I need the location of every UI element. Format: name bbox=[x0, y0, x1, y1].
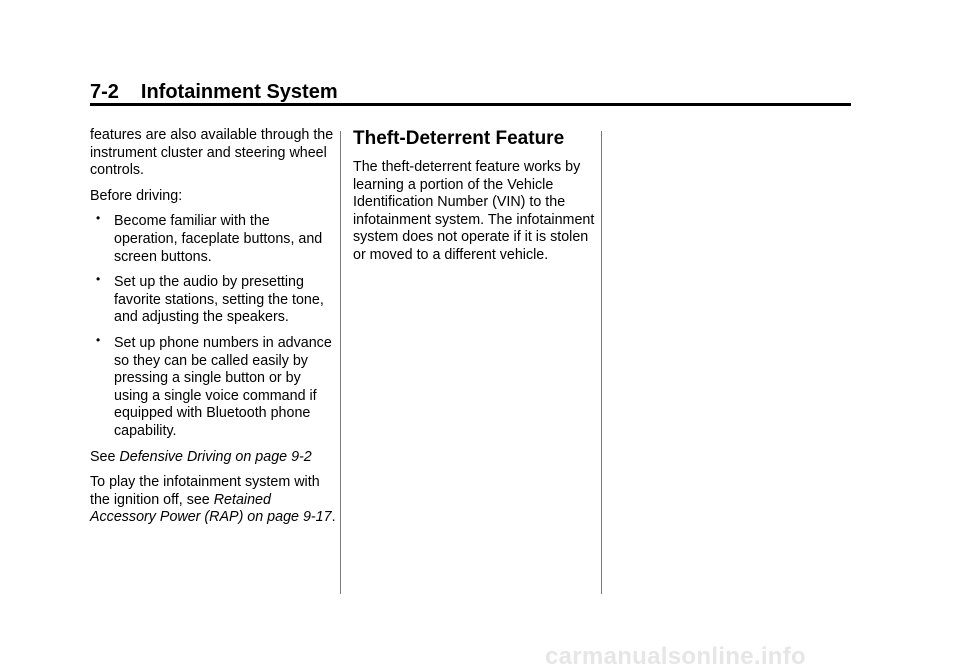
intro-paragraph: features are also available through the instrument cluster and steering wheel controls. bbox=[90, 127, 334, 179]
bullet-icon: • bbox=[96, 211, 101, 226]
left-column bbox=[90, 127, 336, 535]
column-divider bbox=[340, 131, 341, 594]
rap-text: To play the infotainment system with the ignition off, see bbox=[90, 474, 320, 508]
bullet-list bbox=[90, 213, 336, 440]
column-divider bbox=[601, 131, 602, 594]
bullet-text: Set up phone numbers in advance so they can be called easily by pressing a single button or by using a single voice command if equipped with Bluetooth phone capability. bbox=[114, 334, 332, 439]
see-prefix: See bbox=[90, 448, 120, 465]
rap-paragraph bbox=[90, 474, 336, 527]
bullet-text: Become familiar with the operation, faceplate buttons, and screen buttons. bbox=[114, 213, 323, 265]
section-title: Infotainment System bbox=[140, 81, 338, 103]
see-reference-paragraph bbox=[90, 449, 336, 467]
bullet-icon: • bbox=[96, 332, 101, 347]
list-item bbox=[90, 213, 336, 266]
right-column bbox=[353, 127, 598, 273]
page-number: 7-2 bbox=[90, 81, 119, 103]
rap-end: . bbox=[331, 509, 336, 526]
rap-link[interactable]: Retained Accessory Power (RAP) on page 9-17 bbox=[90, 491, 332, 526]
bullet-text: Set up the audio by presetting favorite stations, setting the tone, and adjusting the speakers. bbox=[114, 274, 324, 326]
theft-deterrent-heading: Theft-Deterrent Feature bbox=[353, 128, 565, 149]
header-rule bbox=[90, 103, 851, 106]
watermark: carmanualsonline.info bbox=[545, 643, 807, 670]
page-header bbox=[90, 80, 850, 104]
bullet-icon: • bbox=[96, 272, 101, 287]
defensive-driving-link[interactable]: Defensive Driving on page 9-2 bbox=[119, 448, 312, 465]
list-item bbox=[90, 332, 336, 441]
list-item bbox=[90, 274, 336, 327]
before-driving-label: Before driving: bbox=[90, 187, 183, 204]
theft-deterrent-paragraph: The theft-deterrent feature works by learning a portion of the Vehicle Identification Number (VIN) to the infotainment system. The infotainment system does not operate if it is stolen or moved to a different vehicle. bbox=[353, 159, 595, 263]
